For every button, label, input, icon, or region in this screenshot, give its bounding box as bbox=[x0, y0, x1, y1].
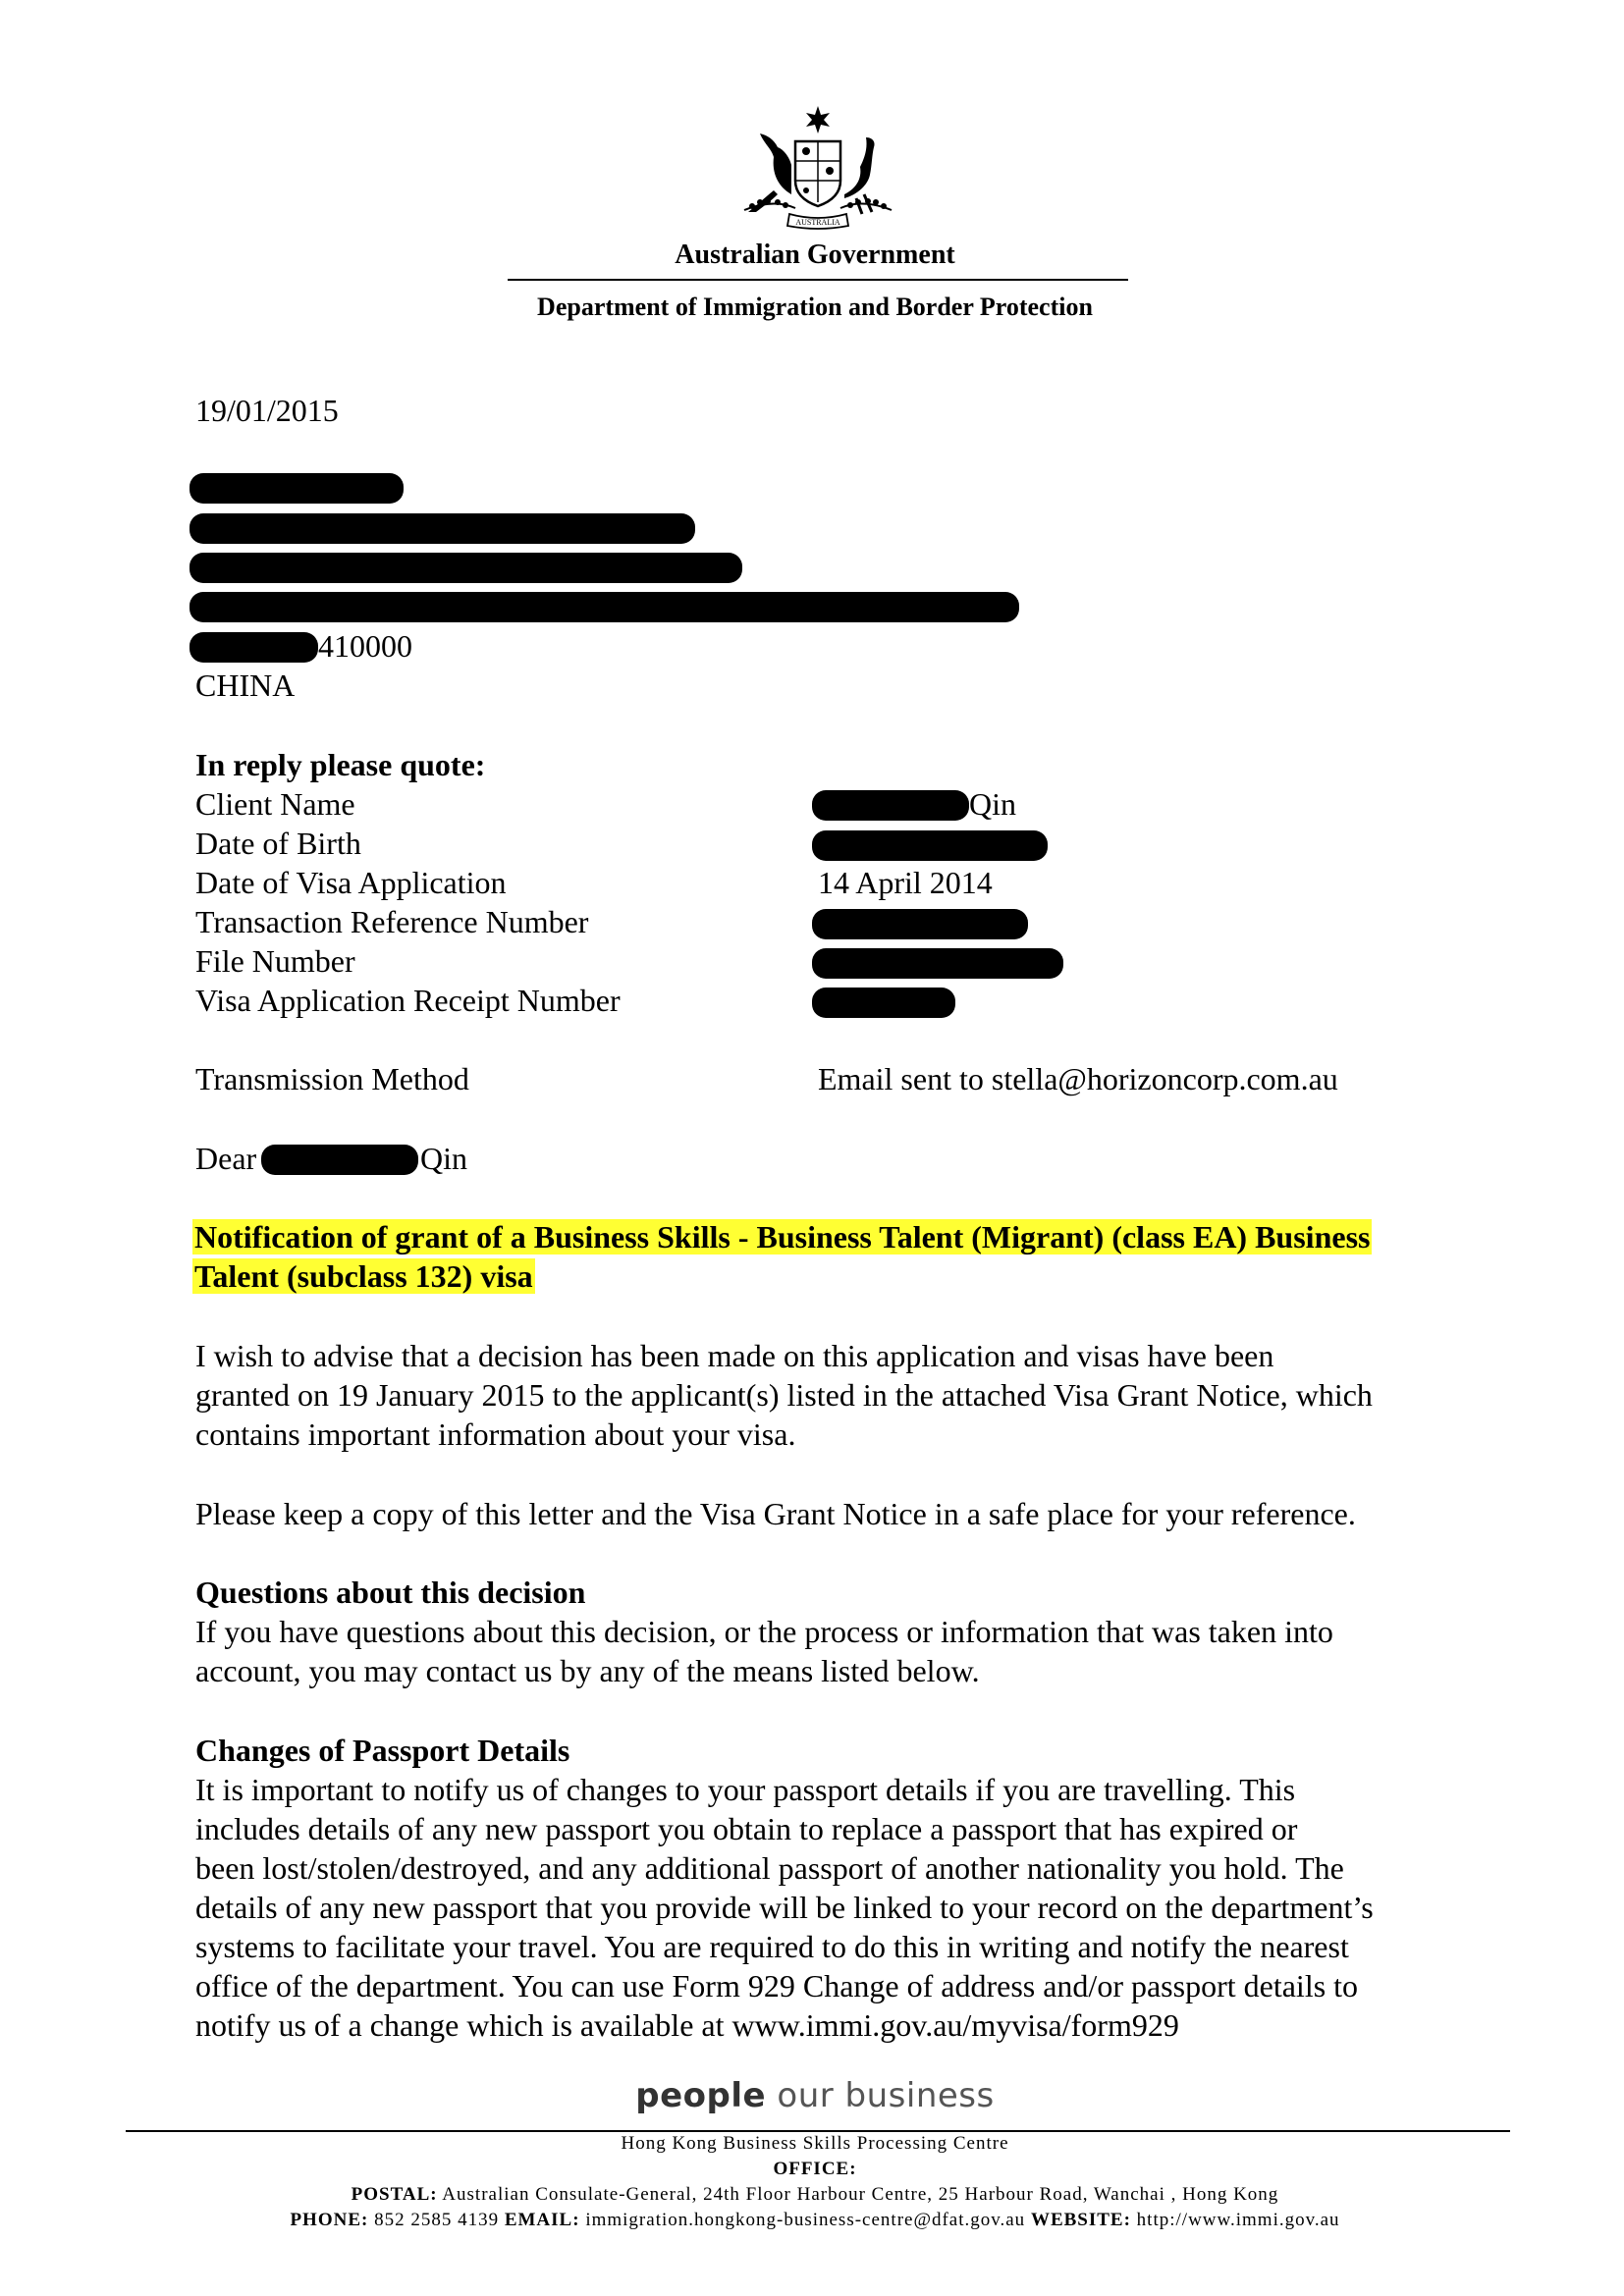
redacted-address-line bbox=[189, 553, 742, 583]
website-label: WEBSITE: bbox=[1030, 2210, 1131, 2230]
body-line: I wish to advise that a decision has been made on this application and visas have been bbox=[195, 1338, 1274, 1373]
redacted-receipt-number bbox=[812, 988, 955, 1018]
footer-postal bbox=[0, 2182, 1624, 2208]
client-name-label: Client Name bbox=[195, 786, 355, 822]
footer-centre: Hong Kong Business Skills Processing Centre bbox=[621, 2133, 1009, 2154]
postal-value: Australian Consulate-General, 24th Floor Harbour Centre, 25 Harbour Road, Wanchai , Hong Kong bbox=[437, 2184, 1279, 2205]
redacted-address-line bbox=[189, 473, 404, 504]
transmission-value: Email sent to stella@horizoncorp.com.au bbox=[818, 1061, 1338, 1096]
website-value: http://www.immi.gov.au bbox=[1130, 2210, 1340, 2230]
redacted-city bbox=[189, 632, 318, 663]
government-title: Australian Government bbox=[675, 240, 955, 270]
letter-date: 19/01/2015 bbox=[195, 393, 339, 428]
postal-label: POSTAL: bbox=[351, 2184, 438, 2205]
redacted-trn bbox=[812, 909, 1028, 939]
redacted-dob bbox=[812, 830, 1048, 861]
salutation-prefix: Dear bbox=[195, 1141, 257, 1176]
dob-label: Date of Birth bbox=[195, 826, 361, 861]
header-divider bbox=[508, 279, 1128, 281]
phone-value: 852 2585 4139 bbox=[368, 2210, 505, 2230]
footer-contact bbox=[0, 2208, 1624, 2233]
department-name: Department of Immigration and Border Protection bbox=[537, 293, 1093, 321]
body-line: systems to facilitate your travel. You are required to do this in writing and notify the nearest bbox=[195, 1929, 1349, 1964]
body-line: details of any new passport that you provide will be linked to your record on the department’s bbox=[195, 1890, 1374, 1925]
logo-bold: people bbox=[635, 2076, 767, 2115]
body-line: includes details of any new passport you obtain to replace a passport that has expired or bbox=[195, 1811, 1298, 1846]
subject-line-2-text: Talent (subclass 132) visa bbox=[194, 1258, 533, 1294]
body-line: If you have questions about this decision, or the process or information that was taken into bbox=[195, 1614, 1333, 1649]
subject-line-1 bbox=[192, 1217, 1372, 1256]
passport-heading: Changes of Passport Details bbox=[195, 1733, 570, 1768]
crest-scroll-text: AUSTRALIA bbox=[795, 218, 840, 227]
body-line: contains important information about your visa. bbox=[195, 1416, 796, 1452]
subject-line-2 bbox=[192, 1256, 535, 1296]
transmission-label: Transmission Method bbox=[195, 1061, 469, 1096]
logo-rest: our business bbox=[766, 2076, 995, 2115]
footer-office: OFFICE: bbox=[773, 2159, 857, 2179]
address-country: CHINA bbox=[195, 667, 296, 703]
body-line: office of the department. You can use Form 929 Change of address and/or passport details to bbox=[195, 1968, 1359, 2003]
body-line: It is important to notify us of changes to your passport details if you are travelling. This bbox=[195, 1772, 1296, 1807]
body-line: notify us of a change which is available at www.immi.gov.au/myvisa/form929 bbox=[195, 2007, 1179, 2043]
body-line: been lost/stolen/destroyed, and any additional passport of another nationality you hold. The bbox=[195, 1850, 1344, 1886]
email-value: immigration.hongkong-business-centre@dfat.gov.au bbox=[579, 2210, 1031, 2230]
body-line: account, you may contact us by any of the means listed below. bbox=[195, 1653, 980, 1688]
body-line: Please keep a copy of this letter and the Visa Grant Notice in a safe place for your reference. bbox=[195, 1496, 1356, 1531]
client-name-value: Qin bbox=[969, 786, 1016, 822]
redacted-given-name bbox=[812, 790, 969, 821]
receipt-number-label: Visa Application Receipt Number bbox=[195, 983, 621, 1018]
trn-label: Transaction Reference Number bbox=[195, 904, 589, 939]
email-label: EMAIL: bbox=[504, 2210, 580, 2230]
body-line: granted on 19 January 2015 to the applicant(s) listed in the attached Visa Grant Notice, which bbox=[195, 1377, 1373, 1413]
file-number-label: File Number bbox=[195, 943, 355, 979]
redacted-address-line bbox=[189, 513, 695, 544]
phone-label: PHONE: bbox=[290, 2210, 369, 2230]
visa-app-date-label: Date of Visa Application bbox=[195, 865, 507, 900]
redacted-file-number bbox=[812, 948, 1063, 979]
questions-heading: Questions about this decision bbox=[195, 1575, 586, 1610]
redacted-salutation-name bbox=[261, 1145, 418, 1175]
reply-heading: In reply please quote: bbox=[195, 747, 486, 782]
visa-app-date-value: 14 April 2014 bbox=[818, 865, 993, 900]
redacted-address-line bbox=[189, 592, 1019, 622]
subject-line-1-text: Notification of grant of a Business Skills - Business Talent (Migrant) (class EA) Business bbox=[194, 1219, 1371, 1255]
salutation-surname: Qin bbox=[420, 1141, 467, 1176]
people-our-business-logo bbox=[0, 2076, 1624, 2115]
address-postcode: 410000 bbox=[318, 628, 412, 664]
coat-of-arms-icon bbox=[734, 104, 901, 232]
